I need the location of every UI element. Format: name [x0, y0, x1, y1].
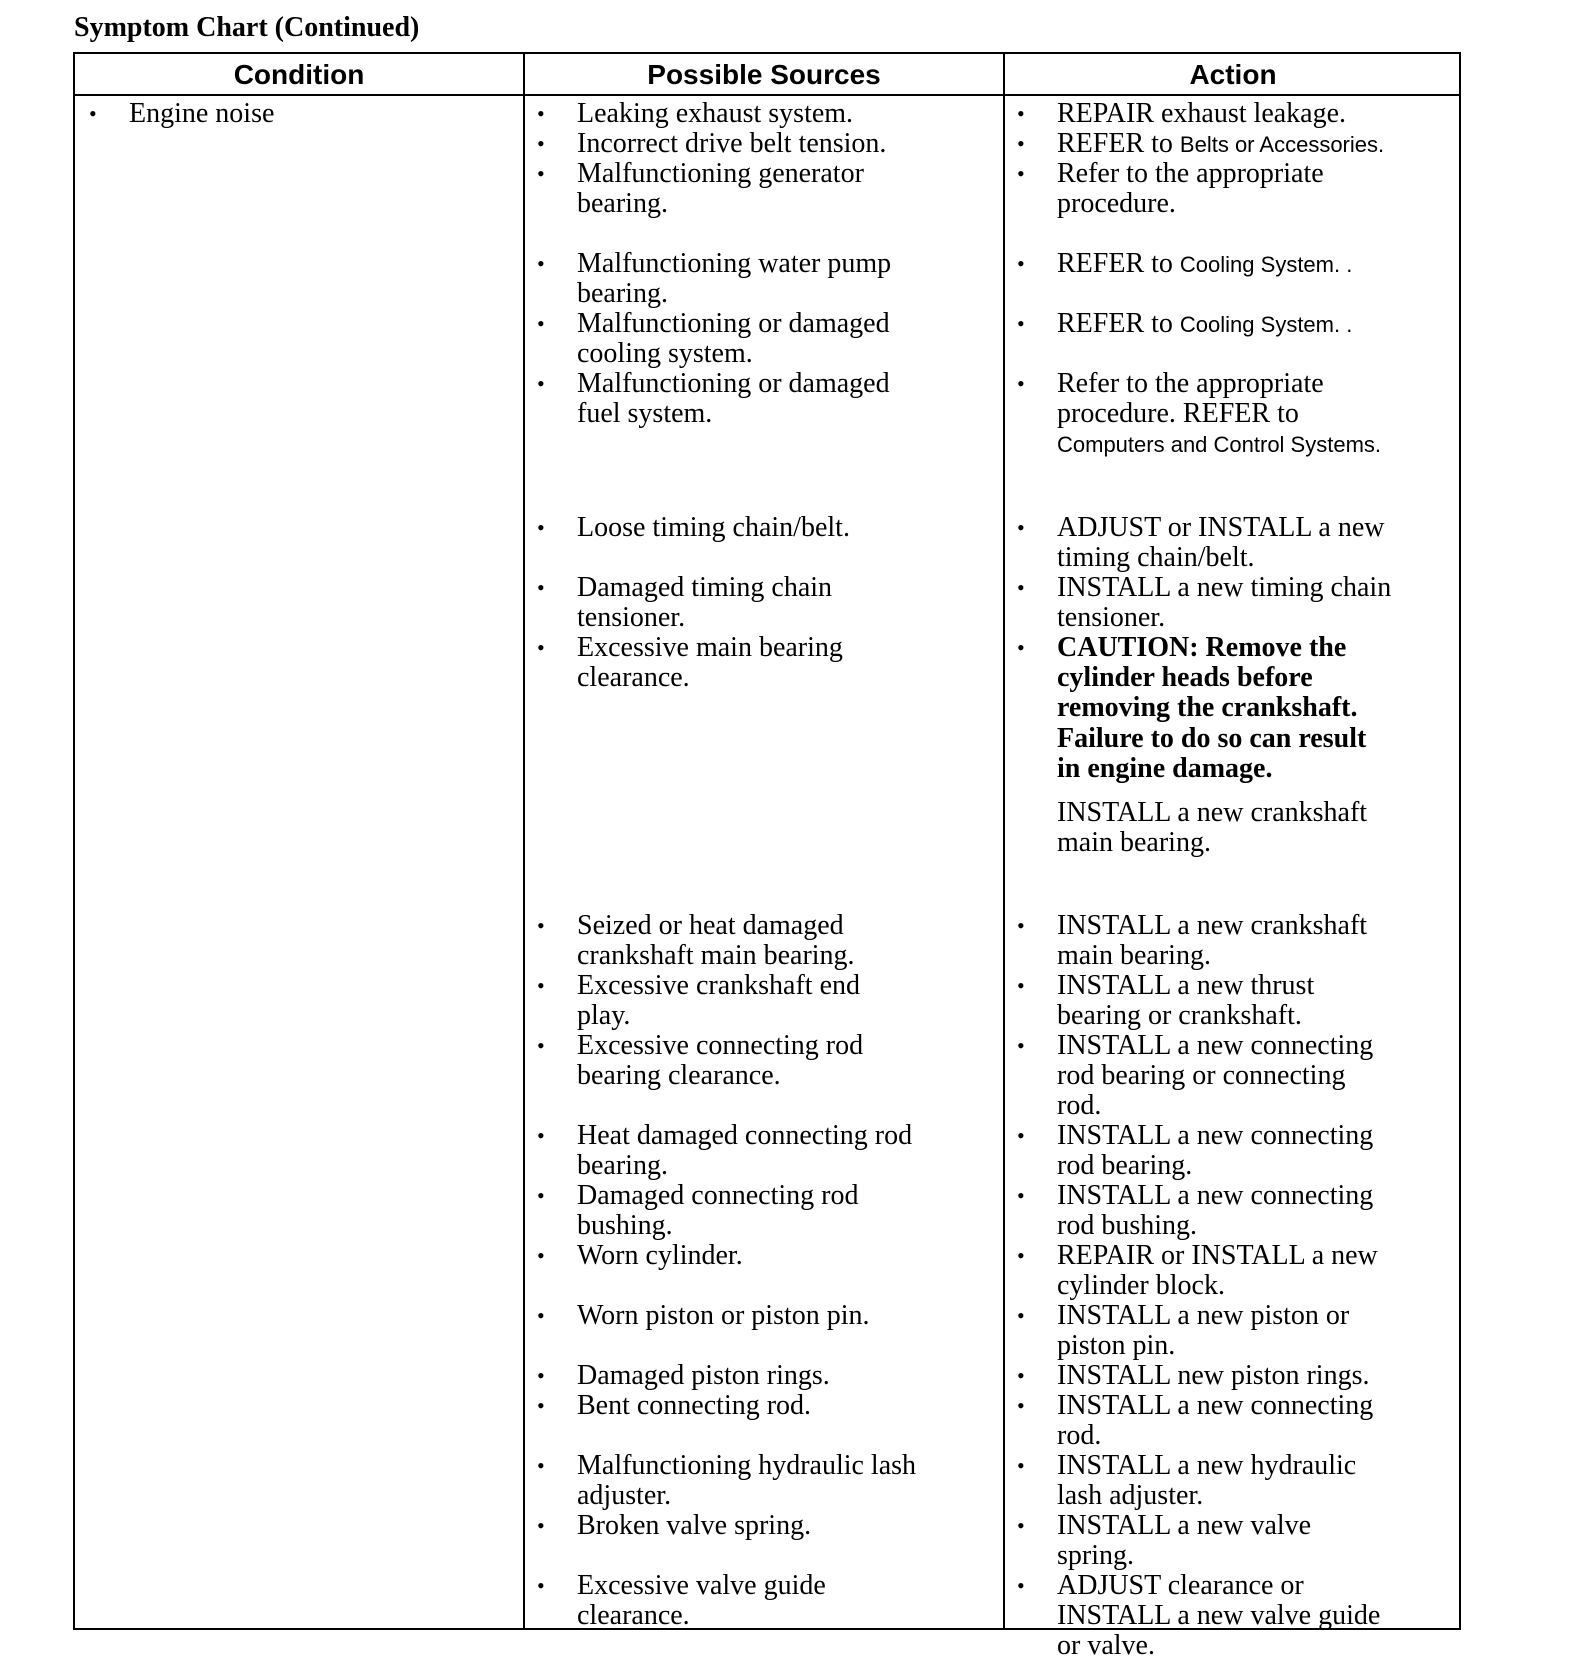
action-line: main bearing.	[1057, 940, 1211, 972]
source-text	[577, 369, 890, 429]
bullet-icon: •	[1017, 1123, 1025, 1148]
caution-line: Failure to do so can result	[1057, 722, 1367, 754]
header-condition: Condition	[233, 59, 365, 90]
source-line: Malfunctioning or damaged	[577, 308, 890, 339]
source-line: Worn cylinder.	[577, 1240, 743, 1271]
source-line: clearance.	[577, 662, 690, 694]
action-line: rod.	[1057, 1420, 1102, 1452]
action-line: procedure.	[1057, 188, 1176, 220]
source-text	[577, 1571, 826, 1631]
action-text	[1057, 911, 1367, 971]
bullet-icon: •	[1017, 973, 1025, 998]
source-line: Damaged connecting rod	[577, 1180, 859, 1211]
source-text	[577, 1361, 830, 1391]
action-line: rod.	[1057, 1090, 1102, 1122]
column-divider	[1003, 54, 1005, 1628]
bullet-icon: •	[1017, 1363, 1025, 1388]
bullet-icon: •	[537, 1243, 545, 1268]
action-line: INSTALL a new connecting	[1057, 1390, 1374, 1421]
action-line: INSTALL a new connecting	[1057, 1030, 1374, 1061]
action-line: Refer to the appropriate	[1057, 368, 1324, 399]
source-line: Malfunctioning water pump	[577, 248, 892, 279]
source-line: bushing.	[577, 1210, 673, 1242]
action-line: or valve.	[1057, 1630, 1155, 1662]
bullet-icon: •	[1017, 251, 1025, 276]
action-line: spring.	[1057, 1540, 1134, 1572]
action-line: INSTALL a new thrust	[1057, 970, 1315, 1001]
action-line: INSTALL a new valve guide	[1057, 1600, 1381, 1632]
action-text	[1057, 309, 1352, 340]
bullet-icon: •	[537, 161, 545, 186]
action-line: INSTALL new piston rings.	[1057, 1360, 1370, 1391]
action-text	[1057, 573, 1391, 633]
bullet-icon: •	[1017, 161, 1025, 186]
column-divider	[523, 54, 525, 1628]
bullet-icon: •	[537, 311, 545, 336]
bullet-icon: •	[1017, 635, 1025, 660]
source-line: fuel system.	[577, 398, 713, 430]
action-text	[1057, 1571, 1380, 1662]
source-line: Leaking exhaust system.	[577, 98, 854, 129]
symptom-chart-table	[73, 52, 1461, 1662]
source-line: Excessive main bearing	[577, 632, 843, 663]
action-lead: REFER to	[1057, 308, 1180, 339]
source-text	[577, 911, 855, 971]
source-text	[577, 1241, 743, 1271]
action-lead: REFER to	[1057, 248, 1180, 279]
action-line: tensioner.	[1057, 602, 1166, 634]
source-line: Malfunctioning generator	[577, 158, 864, 189]
source-line: bearing.	[577, 1150, 668, 1182]
source-text	[577, 1451, 916, 1511]
header-possible-sources: Possible Sources	[647, 59, 881, 90]
action-text	[1057, 1181, 1373, 1241]
source-text	[577, 249, 891, 309]
source-line: tensioner.	[577, 602, 686, 634]
source-text	[577, 159, 864, 219]
source-line: Malfunctioning hydraulic lash	[577, 1450, 917, 1481]
source-text	[577, 1511, 811, 1541]
action-line: Refer to the appropriate	[1057, 158, 1324, 189]
bullet-icon: •	[537, 1183, 545, 1208]
page-title: Symptom Chart (Continued)	[74, 12, 420, 43]
action-text	[1057, 129, 1384, 160]
action-line: INSTALL a new valve	[1057, 1510, 1312, 1541]
bullet-icon: •	[537, 1123, 545, 1148]
source-text	[577, 309, 890, 369]
bullet-icon: •	[537, 1393, 545, 1418]
caution-line: removing the crankshaft.	[1057, 692, 1358, 724]
header-action: Action	[1189, 59, 1277, 90]
reference-link: Belts or Accessories.	[1179, 132, 1385, 157]
source-text	[577, 573, 832, 633]
bullet-icon: •	[1017, 1243, 1025, 1268]
bullet-icon: •	[537, 575, 545, 600]
source-line: Heat damaged connecting rod	[577, 1120, 913, 1151]
source-line: cooling system.	[577, 338, 753, 370]
condition-text: Engine noise	[129, 98, 275, 129]
source-line: Damaged timing chain	[577, 572, 833, 603]
bullet-icon: •	[537, 913, 545, 938]
bullet-icon: •	[537, 635, 545, 660]
source-line: Seized or heat damaged	[577, 910, 844, 941]
bullet-icon: •	[537, 1453, 545, 1478]
source-line: bearing.	[577, 188, 668, 220]
source-line: Worn piston or piston pin.	[577, 1300, 870, 1331]
bullet-icon: •	[1017, 1303, 1025, 1328]
action-line: timing chain/belt.	[1057, 542, 1255, 574]
source-text	[577, 99, 853, 129]
source-text	[577, 971, 860, 1031]
bullet-icon: •	[537, 251, 545, 276]
source-text	[577, 633, 843, 693]
action-line: rod bearing.	[1057, 1150, 1193, 1182]
action-line: INSTALL a new connecting	[1057, 1180, 1374, 1211]
bullet-icon: •	[1017, 101, 1025, 126]
caution-line: cylinder heads before	[1057, 662, 1313, 694]
reference-link: Computers and Control Systems.	[1057, 432, 1382, 458]
action-text	[1057, 1391, 1373, 1451]
source-text	[577, 1301, 870, 1331]
bullet-icon: •	[1017, 371, 1025, 396]
action-line: INSTALL a new timing chain	[1057, 572, 1392, 603]
bullet-icon: •	[1017, 131, 1025, 156]
action-line: rod bushing.	[1057, 1210, 1197, 1242]
source-text	[577, 1121, 912, 1181]
source-line: Excessive crankshaft end	[577, 970, 860, 1001]
source-line: Bent connecting rod.	[577, 1390, 812, 1421]
bullet-icon: •	[1017, 1393, 1025, 1418]
bullet-icon: •	[537, 1363, 545, 1388]
action-text	[1057, 971, 1314, 1031]
bullet-icon: •	[537, 371, 545, 396]
source-line: play.	[577, 1000, 631, 1032]
action-text	[1057, 249, 1352, 280]
source-text	[577, 1391, 811, 1421]
bullet-icon: •	[1017, 1183, 1025, 1208]
source-line: Malfunctioning or damaged	[577, 368, 890, 399]
source-text	[577, 1181, 858, 1241]
source-text	[577, 1031, 863, 1091]
bullet-icon: •	[537, 101, 545, 126]
source-line: Excessive valve guide	[577, 1570, 826, 1601]
action-text	[1057, 1241, 1378, 1301]
bullet-icon: •	[537, 131, 545, 156]
action-line: ADJUST or INSTALL a new	[1057, 512, 1385, 543]
source-line: clearance.	[577, 1600, 690, 1632]
bullet-icon: •	[537, 1513, 545, 1538]
source-line: Loose timing chain/belt.	[577, 512, 850, 543]
bullet-icon: •	[1017, 311, 1025, 336]
action-line: INSTALL a new crankshaft	[1057, 797, 1368, 828]
bullet-icon: •	[537, 973, 545, 998]
source-line: Incorrect drive belt tension.	[577, 128, 887, 159]
source-line: Damaged piston rings.	[577, 1360, 830, 1391]
source-line: adjuster.	[577, 1480, 672, 1512]
bullet-icon: •	[1017, 1573, 1025, 1598]
bullet-icon: •	[1017, 1453, 1025, 1478]
action-line: INSTALL a new crankshaft	[1057, 910, 1368, 941]
bullet-icon: •	[1017, 515, 1025, 540]
action-line: lash adjuster.	[1057, 1480, 1204, 1512]
action-text	[1057, 1121, 1373, 1181]
action-text	[1057, 1451, 1356, 1511]
action-line: INSTALL a new connecting	[1057, 1120, 1374, 1151]
action-line: procedure. REFER to	[1057, 398, 1299, 430]
action-text	[1057, 798, 1367, 858]
reference-link: Cooling System. .	[1179, 312, 1353, 337]
bullet-icon: •	[1017, 575, 1025, 600]
source-line: Broken valve spring.	[577, 1510, 812, 1541]
bullet-icon: •	[537, 1573, 545, 1598]
caution-line: in engine damage.	[1057, 752, 1273, 784]
action-text	[1057, 1361, 1369, 1391]
reference-link: Cooling System. .	[1179, 252, 1353, 277]
source-text	[577, 513, 850, 543]
action-line: INSTALL a new hydraulic	[1057, 1450, 1357, 1481]
caution-text	[1057, 633, 1366, 784]
bullet-icon: •	[537, 1033, 545, 1058]
action-text	[1057, 513, 1385, 573]
source-line: crankshaft main bearing.	[577, 940, 855, 972]
action-line: INSTALL a new piston or	[1057, 1300, 1350, 1331]
action-line: rod bearing or connecting	[1057, 1060, 1346, 1092]
bullet-icon: •	[1017, 1513, 1025, 1538]
caution-line: CAUTION: Remove the	[1057, 632, 1347, 663]
action-line: bearing or crankshaft.	[1057, 1000, 1302, 1032]
action-text	[1057, 159, 1324, 219]
bullet-icon: •	[537, 515, 545, 540]
action-line: ADJUST clearance or	[1057, 1570, 1304, 1601]
action-line: main bearing.	[1057, 827, 1211, 859]
action-line: piston pin.	[1057, 1330, 1176, 1362]
action-text	[1057, 1511, 1311, 1571]
source-text	[577, 129, 886, 159]
bullet-icon: •	[1017, 1033, 1025, 1058]
action-text: REPAIR exhaust leakage.	[1057, 98, 1347, 129]
bullet-icon: •	[1017, 913, 1025, 938]
source-line: bearing clearance.	[577, 1060, 781, 1092]
action-line: cylinder block.	[1057, 1270, 1225, 1302]
action-text	[1057, 1301, 1349, 1361]
source-line: Excessive connecting rod	[577, 1030, 864, 1061]
action-line: REPAIR or INSTALL a new	[1057, 1240, 1378, 1271]
action-text	[1057, 369, 1381, 461]
bullet-icon: •	[537, 1303, 545, 1328]
source-line: bearing.	[577, 278, 668, 310]
action-text	[1057, 1031, 1373, 1122]
bullet-icon: •	[89, 101, 97, 126]
action-lead: REFER to	[1057, 128, 1180, 159]
